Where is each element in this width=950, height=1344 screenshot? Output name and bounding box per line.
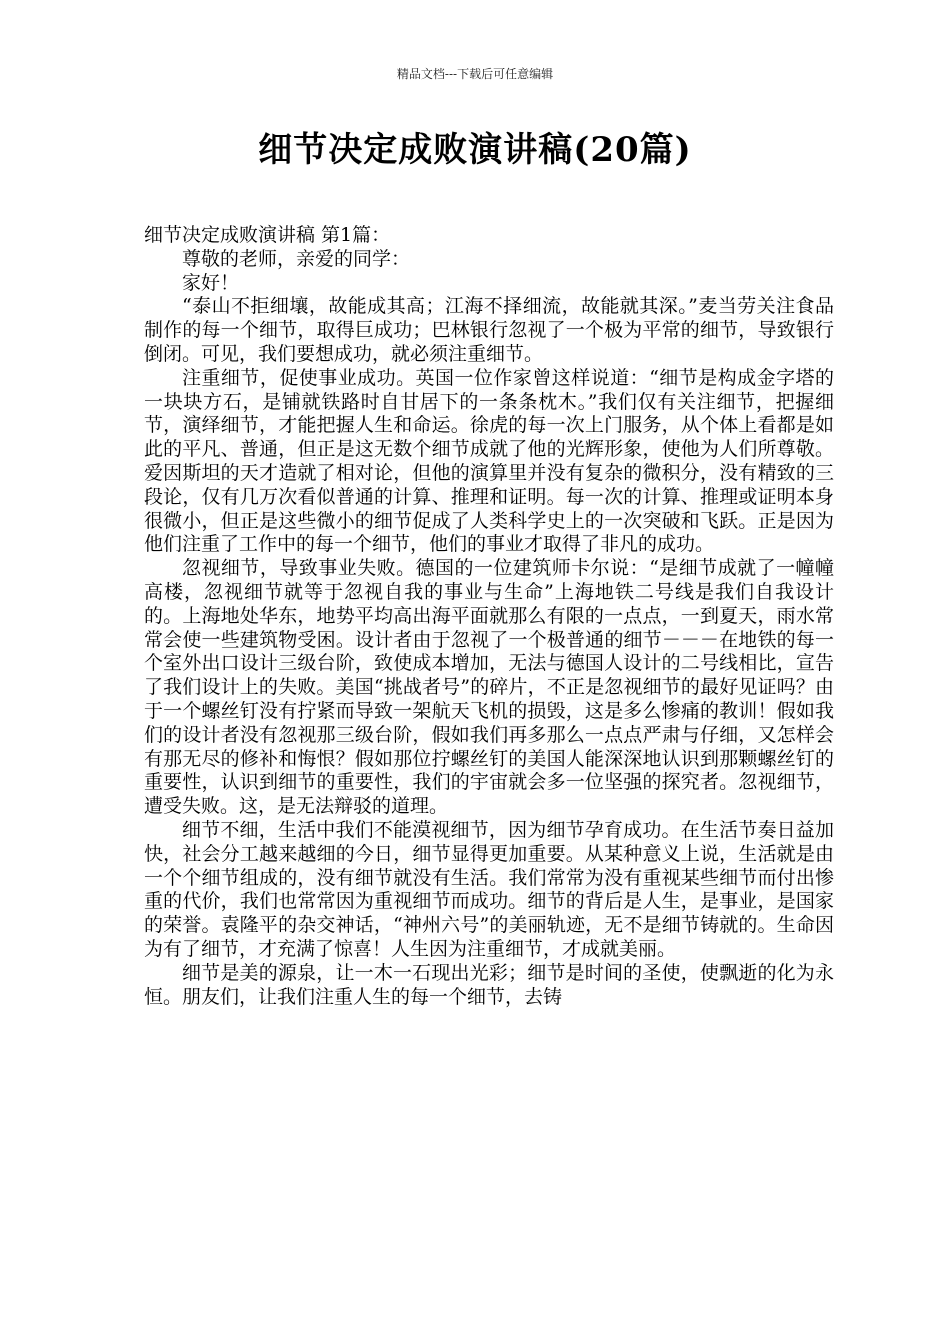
page-header-note: 精品文档---下载后可任意编辑 bbox=[396, 67, 554, 81]
section-label: 细节决定成败演讲稿 第1篇： bbox=[144, 224, 391, 246]
body-paragraph: 细节不细，生活中我们不能漠视细节，因为细节孕育成功。在生活节奏日益加快，社会分工越来越细的今日，细节显得更加重要。从某种意义上说，生活就是由一个个细节组成的，没有细节就没有生活。我们常常为没有重视某些细节而付出惨重的代价，我们也常常因为重视细节而成功。细节的背后是人生，是事业，是国家的荣誉。袁隆平的杂交神话，“神州六号”的美丽轨迹，无不是细节铸就的。生命因为有了细节，才充满了惊喜！人生因为注重细节，才成就美丽。 bbox=[144, 818, 834, 960]
body-paragraph: 忽视细节，导致事业失败。德国的一位建筑师卡尔说：“是细节成就了一幢幢高楼，忽视细节就等于忽视自我的事业与生命”上海地铁二号线是我们自我设计的。上海地处华东，地势平均高出海平面就那么有限的一点点，一到夏天，雨水常常会使一些建筑物受困。设计者由于忽视了一个极普通的细节－－－在地铁的每一个室外出口设计三级台阶，致使成本增加，无法与德国人设计的二号线相比，宣告了我们设计上的失败。美国“挑战者号”的碎片，不正是忽视细节的最好见证吗？由于一个螺丝钉没有拧紧而导致一架航天飞机的损毁，这是多么惨痛的教训！假如我们的设计者没有忽视那三级台阶，假如我们再多那么一点点严肃与仔细，又怎样会有那无尽的修补和悔恨？假如那位拧螺丝钉的美国人能深深地认识到那颗螺丝钉的重要性，认识到细节的重要性，我们的宇宙就会多一位坚强的探究者。忽视细节，遭受失败。这，是无法辩驳的道理。 bbox=[144, 557, 834, 818]
document-title: 细节决定成败演讲稿(20篇) bbox=[258, 130, 692, 170]
greeting-line: 家好！ bbox=[182, 271, 240, 294]
body-paragraph: 细节是美的源泉，让一木一石现出光彩；细节是时间的圣使，使飘逝的化为永恒。朋友们，让我们注重人生的每一个细节，去铸 bbox=[144, 961, 834, 1008]
body-paragraph: 注重细节，促使事业成功。英国一位作家曾这样说道：“细节是构成金字塔的一块块方石，是铺就铁路时自甘居下的一条条枕木。”我们仅有关注细节，把握细节，演绎细节，才能把握人生和命运。徐虎的每一次上门服务，从个体上看都是如此的平凡、普通，但正是这无数个细节成就了他的光辉形象，使他为人们所尊敬。爱因斯坦的天才造就了相对论，但他的演算里并没有复杂的微积分，没有精致的三段论，仅有几万次看似普通的计算、推理和证明。每一次的计算、推理或证明本身很微小，但正是这些微小的细节促成了人类科学史上的一次突破和飞跃。正是因为他们注重了工作中的每一个细节，他们的事业才取得了非凡的成功。 bbox=[144, 366, 834, 556]
document-body bbox=[144, 224, 834, 1009]
body-paragraph: “泰山不拒细壤，故能成其高；江海不择细流，故能就其深。”麦当劳关注食品制作的每一个细节，取得巨成功；巴林银行忽视了一个极为平常的细节，导致银行倒闭。可见，我们要想成功，就必须注重细节。 bbox=[144, 295, 834, 365]
greeting-line: 尊敬的老师，亲爱的同学： bbox=[182, 247, 411, 270]
